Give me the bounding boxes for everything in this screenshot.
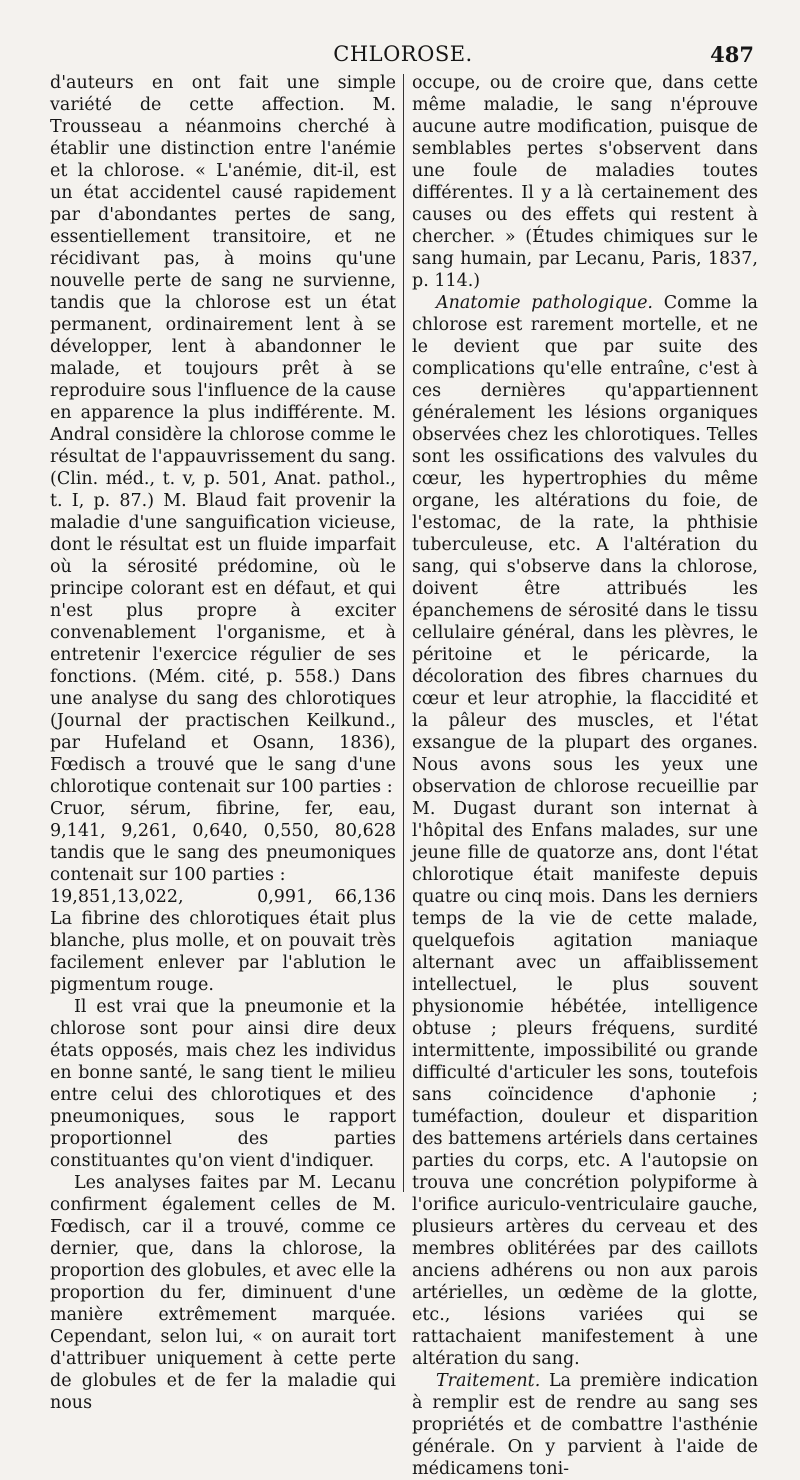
paragraph: La fibrine des chlorotiques était plus blanche, plus molle, et on pouvait très facilement enlever par l'ablution le pigmentum rouge. <box>50 909 396 995</box>
table-cell: 19,851, <box>50 887 117 907</box>
table-cell: 0,550, <box>263 821 320 841</box>
running-head <box>52 42 754 72</box>
table-row <box>50 886 396 908</box>
table-row <box>50 820 396 842</box>
paragraph <box>412 292 758 1370</box>
paragraph <box>412 1370 758 1480</box>
table-cell: 66,136 <box>334 887 396 907</box>
paragraph: d'auteurs en ont fait une simple variété de cette affection. M. Trousseau a néanmoins cherché à établir une distinction entre l'anémie et la chlorose. « L'anémie, dit-il, est un état accidentel causé rapidement par d'abondantes pertes de sang, essentiellement transitoire, et ne récidivant pas, à moins qu'une nouvelle perte de sang ne survienne, tandis que la chlorose est un état permanent, ordinairement lent à se développer, lent à abandonner le malade, et toujours prêt à se reproduire sous l'influence de la cause en apparence la plus indifférente. M. Andral considère la chlorose comme le résultat de l'appauvrissement du sang. (Clin. méd., t. v, p. 501, Anat. pathol., t. I, p. 87.) M. Blaud fait provenir la maladie d'une sanguification vicieuse, dont le résultat est un fluide imparfait où la sérosité prédomine, où le principe colorant est en défaut, et qui n'est plus propre à exciter convenablement l'organisme, et à entretenir l'exercice régulier de ses fonctions. (Mém. cité, p. 558.) Dans une analyse du sang des chlorotiques (Journal der practischen Keilkund., par Hufeland et Osann, 1836), Fœdisch a trouvé que le sang d'une chlorotique contenait sur 100 parties : <box>50 73 396 797</box>
page-number: 487 <box>710 42 754 67</box>
column-divider <box>403 74 404 1192</box>
left-column <box>50 72 396 1414</box>
paragraph: tandis que le sang des pneumoniques contenait sur 100 parties : <box>50 843 396 885</box>
table-cell: 0,991, <box>257 887 313 907</box>
table-cell: 0,640, <box>192 821 249 841</box>
table-cell: 9,261, <box>121 821 177 841</box>
right-column <box>412 72 758 1480</box>
table-header-row <box>50 798 396 820</box>
paragraph: Les analyses faites par M. Lecanu confirment également celles de M. Fœdisch, car il a trouvé, comme ce dernier, que, dans la chlorose, la proportion des globules, et avec elle la proportion du fer, diminuent d'une manière extrêmement marquée. Cependant, selon lui, « on aurait tort d'attribuer uniquement à cette perte de globules et de fer la maladie qui nous <box>50 1173 396 1413</box>
table-cell: Cruor, <box>50 799 106 819</box>
section-heading: Traitement. <box>436 1371 541 1391</box>
table-cell: 80,628 <box>334 821 396 841</box>
running-title: CHLOROSE. <box>333 42 473 66</box>
paragraph: occupe, ou de croire que, dans cette même maladie, le sang n'éprouve aucune autre modification, puisque de semblables pertes s'observent dans une foule de maladies toutes différentes. Il y a là certainement des causes ou des effets qui restent à chercher. » (Études chimiques sur le sang humain, par Lecanu, Paris, 1837, p. 114.) <box>412 73 758 291</box>
paragraph: Il est vrai que la pneumonie et la chlorose sont pour ainsi dire deux états opposés, mais chez les individus en bonne santé, le sang tient le milieu entre celui des chlorotiques et des pneumoniques, sous le rapport proportionnel des parties constituantes qu'on vient d'indiquer. <box>50 997 396 1171</box>
table-cell: 13,022, <box>116 887 184 907</box>
table-cell: eau, <box>358 799 396 819</box>
paragraph-text: Comme la chlorose est rarement mortelle, et ne le devient que par suite des complications qu'elle entraîne, c'est à ces dernières qu'appartiennent généralement les lésions organiques observées chez les chlorotiques. Telles sont les ossifications des valvules du cœur, les hypertrophies du même organe, les altérations du foie, de l'estomac, de la rate, la phthisie tuberculeuse, etc. A l'altération du sang, qui s'observe dans la chlorose, doivent être attribués les épanchemens de sérosité dans le tissu cellulaire général, dans les plèvres, le péritoine et le péricarde, la décoloration des fibres charnues du cœur et leur atrophie, la flaccidité et la pâleur des muscles, et l'état exsangue de la plupart des organes. Nous avons sous les yeux une observation de chlorose recueillie par M. Dugast durant son internat à l'hôpital des Enfans malades, sur une jeune fille de quatorze ans, dont l'état chlorotique était manifeste depuis quatre ou cinq mois. Dans les derniers temps de la vie de cette malade, quelquefois agitation maniaque alternant avec un affaiblissement intellectuel, le plus souvent physionomie hébétée, intelligence obtuse ; pleurs fréquens, surdité intermittente, impossibilité ou grande difficulté d'articuler les sons, toutefois sans coïncidence d'aphonie ; tuméfaction, douleur et disparition des battemens artériels dans certaines parties du corps, etc. A l'autopsie on trouva une concrétion polypiforme à l'orifice auriculo-ventriculaire gauche, plusieurs artères du cerveau et des membres oblitérées par des caillots anciens adhérens ou non aux parois artérielles, un œdème de la glotte, etc., lésions variées qui se rattachaient manifestement à une altération du sang. <box>412 293 758 1369</box>
section-heading: Anatomie pathologique. <box>436 293 653 313</box>
table-cell: sérum, <box>130 799 192 819</box>
table-cell: 9,141, <box>50 821 106 841</box>
table-cell: fer, <box>304 799 334 819</box>
table-cell: fibrine, <box>216 799 281 819</box>
paragraph-text: La première indication à remplir est de rendre au sang ses propriétés et de combattre l'asthénie générale. On y parvient à l'aide de médicamens toni- <box>412 1371 758 1479</box>
